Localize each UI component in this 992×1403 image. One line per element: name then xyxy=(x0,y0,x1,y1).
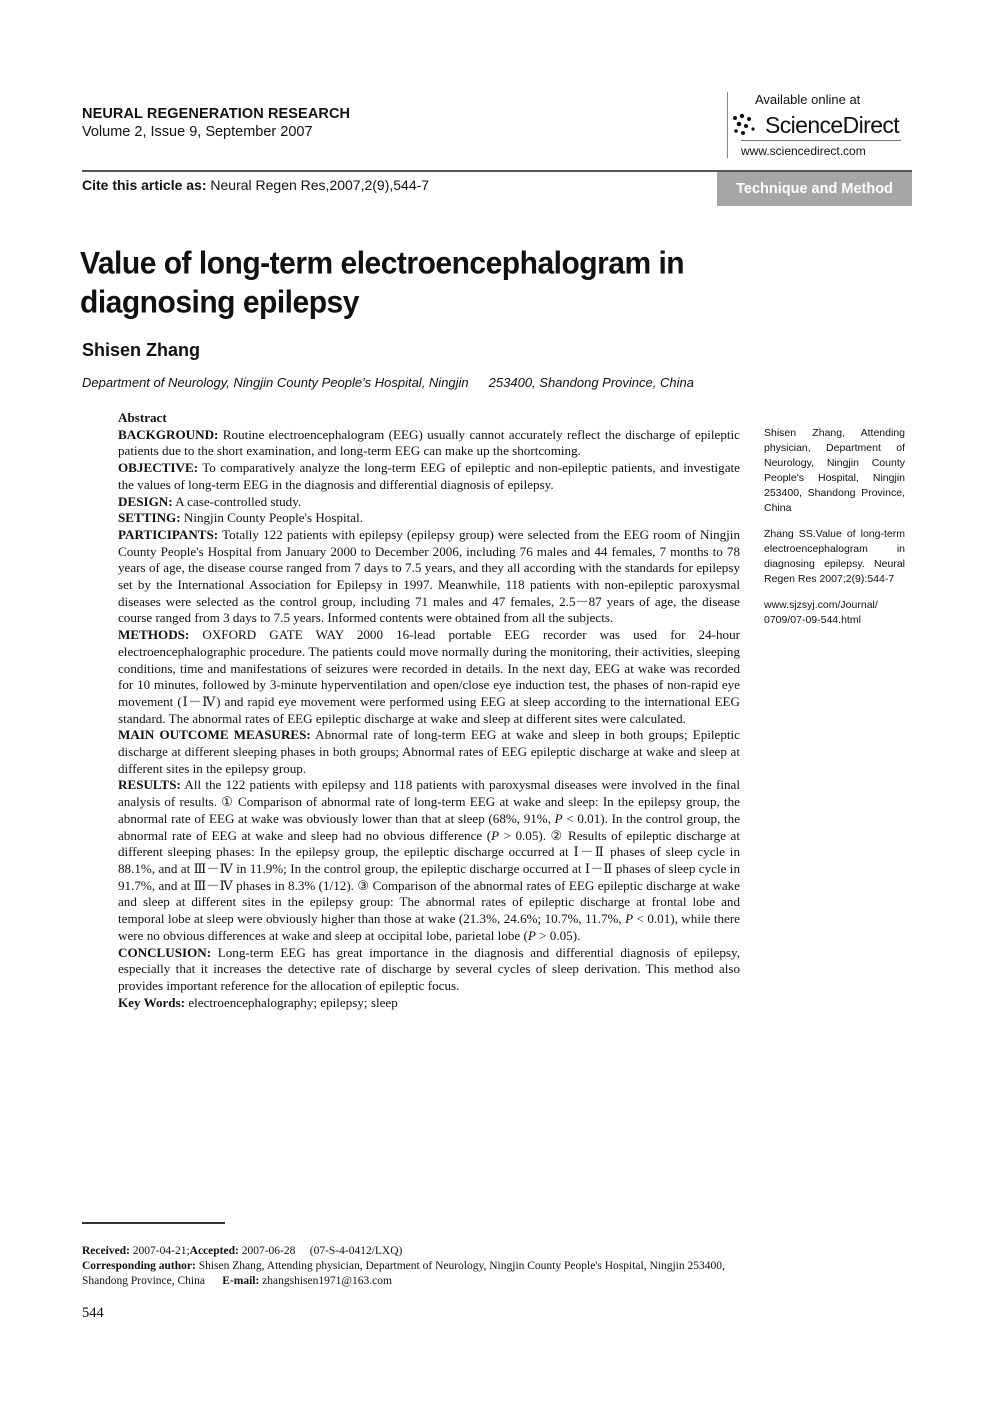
abstract-methods: METHODS: OXFORD GATE WAY 2000 16-lead portable EEG recorder was used for 24-hour electroencephalographic procedure. The patients could move normally during the monitoring, their activities, sleeping conditions, time and manifestations of seizures were recorded in details. In the next day, EEG at wake was recorded for 10 minutes, followed by 3-minute hyperventilation and open/close eye induction test, the phases of non-rapid eye movement (Ⅰ－Ⅳ) and rapid eye movement were performed using EEG at sleep according to the international EEG standard. The abnormal rates of EEG epileptic discharge at wake and sleep at different sites were calculated. xyxy=(118,627,740,726)
abstract-heading: Abstract xyxy=(118,410,167,425)
author-email[interactable]: zhangshisen1971@163.com xyxy=(259,1275,392,1287)
sciencedirect-logo xyxy=(727,92,903,162)
cite-line xyxy=(82,177,429,193)
abstract-keywords: Key Words: electroencephalography; epilepsy; sleep xyxy=(118,994,398,1010)
abstract-conclusion: CONCLUSION: Long-term EEG has great importance in the diagnosis and differential diagnosis of epilepsy, especially that it increases the detective rate of discharge by several cycles of sleep derivation. This method also provides important reference for the allocation of epileptic focus. xyxy=(118,944,740,993)
abstract-participants: PARTICIPANTS: Totally 122 patients with epilepsy (epilepsy group) were selected from the EEG room of Ningjin County People's Hospital from January 2000 to December 2006, including 76 males and 44 females, 7 months to 78 years of age, the disease course ranged from 7 days to 7.5 years, and they all according with the standards for epilepsy set by the International Association for Epilepsy in 1997. Meanwhile, 118 patients with non-epileptic paroxysmal diseases were selected as the control group, including 71 males and 47 females, 2.5－87 years of age, the disease course ranged from 3 days to 7.5 years. Informed contents were obtained from all the subjects. xyxy=(118,526,740,626)
journal-name: NEURAL REGENERATION RESEARCH xyxy=(82,106,351,122)
logo-url: www.sciencedirect.com xyxy=(741,144,866,158)
logo-divider xyxy=(741,140,901,141)
cite-label: Cite this article as: xyxy=(82,177,207,193)
sidebar-url[interactable]: www.sjzsyj.com/Journal/ 0709/07-09-544.html xyxy=(764,599,878,626)
logo-available-text: Available online at xyxy=(755,92,861,107)
affiliation-right: 253400, Shandong Province, China xyxy=(488,375,694,390)
footnote-rule xyxy=(82,1222,225,1224)
affiliation-left: Department of Neurology, Ningjin County People's Hospital, Ningjin xyxy=(82,375,469,390)
abstract-background: BACKGROUND: Routine electroencephalogram (EEG) usually cannot accurately reflect the discharge of epileptic patients due to the short examination, and long-term EEG can make up the shortcoming. xyxy=(118,426,740,459)
section-tag: Technique and Method xyxy=(717,172,912,206)
abstract-setting: SETTING: Ningjin County People's Hospital. xyxy=(118,510,363,526)
logo-brand: ScienceDirect xyxy=(765,112,900,138)
abstract-objective: OBJECTIVE: To comparatively analyze the long-term EEG of epileptic and non-epileptic patients, and investigate the values of long-term EEG in the diagnosis and differential diagnosis of epilepsy. xyxy=(118,460,740,492)
logo-bracket xyxy=(727,92,728,158)
footnotes xyxy=(82,1244,752,1289)
sidebar-citation: Zhang SS.Value of long-term electroencephalogram in diagnosing epilepsy. Neural Regen Res 2007;2(9):544-7 xyxy=(764,528,905,585)
author-name: Shisen Zhang xyxy=(82,340,201,360)
affiliation xyxy=(82,375,694,390)
page-number: 544 xyxy=(82,1305,104,1321)
abstract-results: RESULTS: All the 122 patients with epilepsy and 118 patients with paroxysmal diseases were involved in the final analysis of results. ① Comparison of abnormal rate of long-term EEG at wake and sleep: In the epilepsy group, the abnormal rate of EEG at wake was obviously lower than that at sleep (68%, 91%, P < 0.01). In the control group, the abnormal rate of EEG at wake and sleep had no obvious difference (P > 0.05). ② Results of epileptic discharge at different sleeping phases: In the epilepsy group, the epileptic discharge occurred at Ⅰ－Ⅱ phases of sleep cycle in 88.1%, and at Ⅲ－Ⅳ in 11.9%; In the control group, the epileptic discharge occurred at Ⅰ－Ⅱ phases of sleep cycle in 91.7%, and at Ⅲ－Ⅳ phases in 8.3% (1/12). ③ Comparison of the abnormal rates of EEG epileptic discharge at wake and sleep at different sites in the epilepsy group: The abnormal rates of epileptic discharge at frontal lobe and temporal lobe at sleep were obviously higher than those at wake (21.3%, 24.6%; 10.7%, 11.7%, P < 0.01), while there were no obvious differences at wake and sleep at occipital lobe, parietal lobe (P > 0.05). xyxy=(118,777,741,943)
journal-volume: Volume 2, Issue 9, September 2007 xyxy=(82,124,313,140)
manuscript-code: (07-S-4-0412/LXQ) xyxy=(309,1245,403,1257)
abstract-measures: MAIN OUTCOME MEASURES: Abnormal rate of long-term EEG at wake and sleep in both groups; Epileptic discharge at different sleeping phases in both groups; Abnormal rates of EEG epileptic discharge at wake and sleep at different sites in the epilepsy group. xyxy=(118,727,740,776)
abstract xyxy=(118,410,740,1011)
sidebar xyxy=(764,426,905,639)
sciencedirect-dots-icon xyxy=(731,112,765,136)
article-title: Value of long-term electroencephalogram in diagnosing epilepsy xyxy=(80,246,685,320)
footnote-dates: Received: 2007-04-21;Accepted: 2007-06-28 (07-S-4-0412/LXQ) xyxy=(82,1245,403,1257)
sidebar-author-bio: Shisen Zhang, Attending physician, Department of Neurology, Ningjin County People's Hospital, Ningjin 253400, Shandong Province, China xyxy=(764,427,905,514)
cite-text: Neural Regen Res,2007,2(9),544-7 xyxy=(206,177,430,193)
abstract-design: DESIGN: A case-controlled study. xyxy=(118,493,302,509)
footnote-corresponding: Corresponding author: Shisen Zhang, Attending physician, Department of Neurology, Ningjin County People's Hospital, Ningjin 253400, Shandong Province, China E-mail: zhangshisen1971@163.com xyxy=(82,1260,725,1287)
